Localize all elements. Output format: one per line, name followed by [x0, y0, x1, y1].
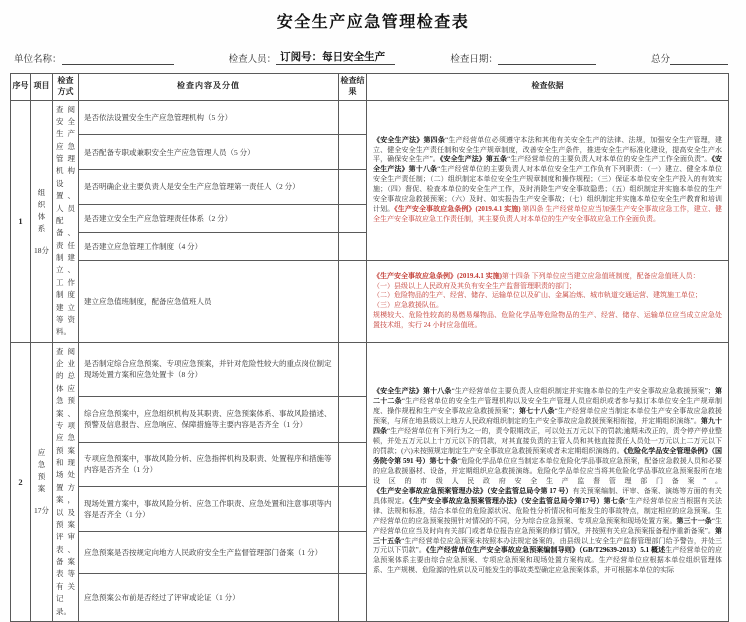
checklist-table	[10, 73, 729, 622]
unit-name-field	[14, 51, 174, 65]
project-cell	[31, 342, 53, 621]
total-score-field	[651, 51, 728, 65]
header-method: 检查方式	[53, 74, 79, 101]
result-cell	[339, 232, 367, 260]
row-number: 2	[11, 342, 31, 621]
result-cell	[339, 134, 367, 170]
row-number: 1	[11, 100, 31, 342]
header-no: 序号	[11, 74, 31, 101]
result-cell	[339, 100, 367, 134]
date-blank	[498, 54, 596, 65]
result-cell	[339, 442, 367, 486]
header-row	[11, 74, 729, 101]
date-field	[450, 51, 596, 65]
result-cell	[339, 396, 367, 442]
table-row	[11, 342, 729, 396]
item-cell: 综合应急预案中，应急组织机构及其职责、应急预案体系、事故风险描述、预警及信息报告、应急响应、保障措施等主要内容是否齐全（1 分）	[79, 396, 339, 442]
item-cell: 是否制定综合应急预案、专项应急预案，并针对危险性较大的重点岗位制定现场处置方案和应急处置卡（8 分）	[79, 342, 339, 396]
basis-cell: 《安全生产法》第四条“生产经营单位必须遵守本法和其他有关安全生产的法律、法规，加强安全生产管理，建立、健全安全生产责任制和安全生产规章制度，改善安全生产条件，推进安全生产标准化建设，提高安全生产水平，确保安全生产”。《安全生产法》第五条“生产经营单位的主要负责人对本单位的安全生产工作全面负责”。《安全生产法》第十八条“生产经营单位的主要负责人对本单位安全生产工作负有下列职责：（一）建立、健全本单位安全生产责任制；（二）组织制定本单位安全生产规章制度和操作规程；（三）保证本单位安全生产投入的有效实施；（四）督促、检查本单位的安全生产工作，及时消除生产安全事故隐患；（五）组织制定并实施本单位的生产安全事故应急救援预案；（六）及时、如实报告生产安全事故；（七）组织制定并实施本单位安全生产教育和培训计划。《生产安全事故应急条例》(2019.4.1 实施) 第四条 生产经营单位应当加强生产安全事故应急工作，建立、健全生产安全事故应急工作责任制，其主要负责人对本单位的生产安全事故应急工作全面负责。	[367, 100, 729, 260]
header-fields	[0, 49, 746, 65]
total-score-label: 总分	[650, 55, 670, 65]
item-cell: 是否明确企业主要负责人是安全生产应急管理第一责任人（2 分）	[79, 170, 339, 204]
item-cell: 是否配备专职或兼职安全生产应急管理人员（5 分）	[79, 134, 339, 170]
result-cell	[339, 574, 367, 622]
result-cell	[339, 342, 367, 396]
inspector-value: 订阅号：每日安全生产	[276, 49, 395, 65]
project-score: 17分	[34, 506, 49, 516]
project-name: 应急预案	[37, 448, 46, 494]
item-cell: 现场处置方案中，事故风险分析、应急工作职责、应急处置和注意事项等内容是否齐全（1 分）	[79, 487, 339, 531]
total-score-blank	[670, 54, 728, 65]
project-score: 18分	[34, 245, 49, 255]
inspector-field	[229, 49, 396, 65]
item-cell: 专项应急预案中，事故风险分析、应急指挥机构及职责、处置程序和措施等内容是否齐全（1 分）	[79, 442, 339, 486]
header-basis: 检查依据	[367, 74, 729, 101]
unit-name-blank	[62, 54, 174, 65]
basis-cell: 《生产安全事故应急条例》(2019.4.1 实施)第十四条 下列单位应当建立应急值班制度，配备应急值班人员： （一）县级以上人民政府及其负有安全生产监督管理职责的部门； （二）危险物品的生产、经营、储存、运输单位以及矿山、金属冶炼、城市轨道交通运营、建筑施工单位； （三）应急救援队伍。 规模较大、危险性较高的易燃易爆物品、危险化学品等危险物品的生产、经营、储存、运输单位应当成立应急处置技术组，实行 24 小时应急值班。	[367, 261, 729, 343]
result-cell	[339, 487, 367, 531]
table-row	[11, 100, 729, 134]
result-cell	[339, 531, 367, 574]
item-cell: 应急预案是否按规定向地方人民政府安全生产监督管理部门备案（1 分）	[79, 531, 339, 574]
result-cell	[339, 261, 367, 343]
project-name: 组织体系	[37, 187, 46, 233]
header-content: 检查内容及分值	[79, 74, 339, 101]
method-cell: 查阅安全生产应急管理机构设置、人员配备、责任制建立、工作制度建立等资料。	[53, 100, 79, 342]
item-cell: 是否依法设置安全生产应急管理机构（5 分）	[79, 100, 339, 134]
item-cell: 是否建立应急管理工作制度（4 分）	[79, 232, 339, 260]
result-cell	[339, 170, 367, 204]
item-cell: 是否建立安全生产应急管理责任体系（2 分）	[79, 204, 339, 232]
item-cell: 建立应急值班制度，配备应急值班人员	[79, 261, 339, 343]
result-cell	[339, 204, 367, 232]
table-row	[11, 261, 729, 343]
project-cell	[31, 100, 53, 342]
page-title: 安全生产应急管理检查表	[276, 14, 470, 31]
header-result: 检查结果	[339, 74, 367, 101]
inspector-label: 检查人员：	[228, 55, 277, 65]
method-cell: 查阅企业的总体应急预案、专项应急预案和现场处置方案，以及预案评审表、备案表等有关记录。	[53, 342, 79, 621]
header-project: 项目	[31, 74, 53, 101]
unit-name-label: 单位名称：	[14, 55, 62, 65]
item-cell: 应急预案公布前是否经过了评审或论证（1 分）	[79, 574, 339, 622]
basis-cell: 《安全生产法》第十八条“生产经营单位主要负责人应组织制定并实施本单位的生产安全事故应急救援预案”；第二十二条“生产经营单位的安全生产管理机构以及安全生产管理人员应组织或者参与拟订本单位安全生产规章制度、操作规程和生产安全事故应急救援预案”；第七十八条“生产经营单位应当制定本单位生产安全事故应急救援预案，与所在地县级以上地方人民政府组织制定的生产安全事故应急救援预案相衔接，并定期组织演练”。第九十四条“生产经营单位有下列行为之一的，责令限期改正，可以处五万元以下的罚款;逾期未改正的，责令停产停业整顿，并处五万元以上十万元以下的罚款，对其直接负责的主管人员和其他直接责任人员处一万元以上二万元以下的罚款；(六)未按照规定制定生产安全事故应急救援预案或者未定期组织演练的。《危险化学品安全管理条例》（国务院令第 591 号）第七十条“危险化学品单位应当制定本单位危险化学品事故应急预案，配备应急救援人员和必要的应急救援器材、设备，并定期组织应急救援演练。危险化学品单位应当将其危险化学品事故应急预案报所在地设区的市级人民政府安全生产监督管理部门备案”。《生产安全事故应急预案管理办法》（安全监管总局令第 17 号）有关预案编制、评审、备案、演练等方面的有关具体规定。《生产安全事故应急预案管理办法》（安全监管总局令第17号）第七条“生产经营单位应当根据有关法律、法规和标准，结合本单位的危险源状况、危险性分析情况和可能发生的事故特点，制定相应的应急预案。生产经营单位的应急预案按照针对情况的不同，分为综合应急预案、专项应急预案和现场处置方案。第三十一条“生产经营单位应当及时向有关部门或者单位报告应急预案的修订情况，并按照有关应急预案报备程序重新备案”。第三十五条“生产经营单位应急预案未按照本办法规定备案的，由县级以上安全生产监督管理部门给予警告，并处三万元以下罚款”。《生产经营单位生产安全事故应急预案编制导则》（GB/T29639-2013）5.1 概述生产经营单位的应急预案体系主要由综合应急预案、专项应急预案和现场处置方案构成。生产经营单位应根据本单位组织管理体系、生产规模、危险源的性质以及可能发生的事故类型确定应急预案体系，并可根据本单位的实际	[367, 342, 729, 621]
date-label: 检查日期：	[450, 55, 498, 65]
